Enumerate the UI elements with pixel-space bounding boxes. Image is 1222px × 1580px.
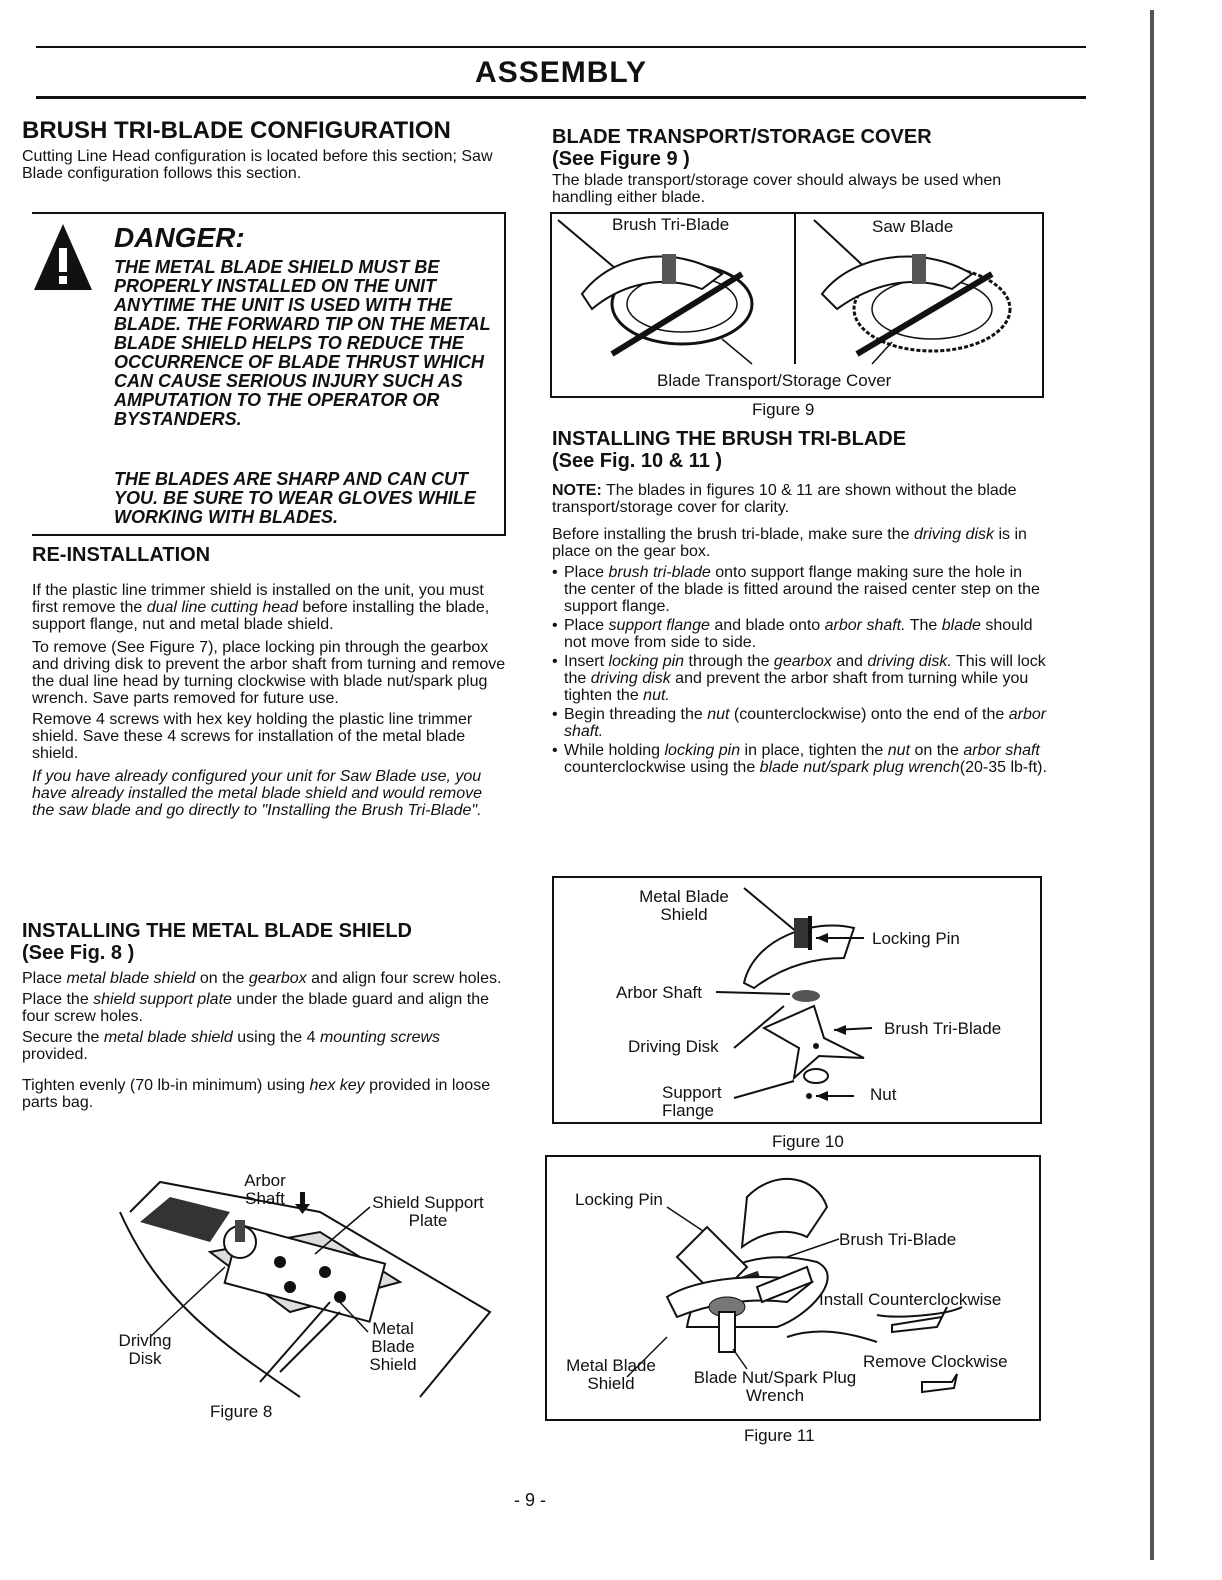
shield-step-2: Place the shield support plate under the blade guard and align the four screw holes.	[22, 991, 490, 1025]
reinstall-section	[32, 544, 507, 819]
fig10-arbor-shaft-label: Arbor Shaft	[616, 983, 702, 1002]
fig11-remove-cw-label: Remove Clockwise	[863, 1352, 1008, 1371]
header-rule-top	[36, 46, 1086, 48]
figure-9-drawing	[552, 214, 1042, 396]
install-step-4: • Begin threading the nut (counterclockwise) onto the end of the arbor shaft.	[552, 706, 1047, 740]
fig9-cover-label: Blade Transport/Storage Cover	[657, 371, 892, 390]
shield-step-1: Place metal blade shield on the gearbox and align four screw holes.	[22, 970, 502, 987]
danger-warning-icon	[32, 222, 94, 292]
install-step-3: • Insert locking pin through the gearbox and driving disk. This will lock the driving disk and prevent the arbor shaft from turning while you tighten the nut.	[552, 653, 1047, 704]
danger-text-2: THE BLADES ARE SHARP AND CAN CUT YOU. BE SURE TO WEAR GLOVES WHILE WORKING WITH BLADES.	[114, 469, 476, 527]
install-before: Before installing the brush tri-blade, make sure the driving disk is in place on the gear box.	[552, 526, 1027, 560]
fig8-arbor-shaft-label: Arbor Shaft	[244, 1171, 286, 1208]
figure-10	[552, 876, 1042, 1124]
fig10-metal-blade-shield-label: Metal Blade Shield	[639, 887, 729, 924]
fig9-brush-label: Brush Tri-Blade	[612, 215, 730, 234]
figure-9-caption: Figure 9	[752, 400, 815, 419]
fig9-saw-label: Saw Blade	[872, 217, 954, 236]
brush-config-heading: BRUSH TRI-BLADE CONFIGURATION	[22, 117, 451, 144]
reinstall-p4: If you have already configured your unit for Saw Blade use, you have already installed the metal blade shield and would remove the saw blade and go directly to "Installing the Brush Tri-Blade".	[32, 768, 483, 819]
fig11-install-ccw-label: Install Counterclockwise	[819, 1290, 1002, 1309]
fig8-metal-blade-shield-label: Metal Blade Shield	[369, 1319, 417, 1374]
fig11-metal-blade-shield-label: Metal Blade Shield	[566, 1356, 656, 1393]
fig11-wrench-label: Blade Nut/Spark Plug Wrench	[693, 1368, 857, 1405]
figure-8	[100, 1172, 500, 1397]
danger-box	[32, 212, 506, 536]
fig10-driving-disk-label: Driving Disk	[628, 1037, 719, 1056]
page-title: ASSEMBLY	[475, 56, 647, 89]
danger-text-1: THE METAL BLADE SHIELD MUST BE PROPERLY INSTALLED ON THE UNIT ANYTIME THE UNIT IS USED WITH THE BLADE. THE FORWARD TIP ON THE METAL BLADE SHIELD HELPS TO REDUCE THE OCCURRENCE OF BLADE THRUST WHICH CAN CAUSE SERIOUS INJURY SUCH AS AMPUTATION TO THE OPERATOR OR BYSTANDERS.	[114, 257, 491, 429]
figure-8-caption: Figure 8	[210, 1402, 273, 1421]
scan-edge-line	[1150, 10, 1154, 1560]
install-section	[552, 428, 1047, 776]
left-column	[22, 118, 512, 182]
cover-ref: (See Figure 9 )	[552, 148, 690, 170]
shield-step-3: Secure the metal blade shield using the 4 mounting screws provided.	[22, 1029, 441, 1063]
install-note: NOTE: The blades in figures 10 & 11 are shown without the blade transport/storage cover for clarity.	[552, 482, 1017, 516]
install-step-2: • Place support flange and blade onto arbor shaft. The blade should not move from side to side.	[552, 617, 1047, 651]
fig11-brush-tri-blade-label: Brush Tri-Blade	[839, 1230, 957, 1249]
figure-11	[545, 1155, 1041, 1421]
fig10-support-flange-label: Support Flange	[662, 1083, 722, 1120]
brush-config-intro: Cutting Line Head configuration is located before this section; Saw Blade configuration follows this section.	[22, 148, 493, 182]
fig10-nut-label: Nut	[870, 1085, 897, 1104]
cover-heading: BLADE TRANSPORT/STORAGE COVER	[552, 126, 932, 148]
fig8-shield-support-plate-label: Shield Support Plate	[372, 1193, 484, 1230]
figure-10-caption: Figure 10	[772, 1132, 844, 1151]
install-step-1: • Place brush tri-blade onto support flange making sure the hole in the center of the blade is fitted around the raised center step on the support flange.	[552, 564, 1047, 615]
shield-step-4: Tighten evenly (70 lb-in minimum) using hex key provided in loose parts bag.	[22, 1077, 491, 1111]
fig10-locking-pin-label: Locking Pin	[872, 929, 960, 948]
reinstall-p1: If the plastic line trimmer shield is installed on the unit, you must first remove the dual line cutting head before installing the blade, support flange, nut and metal blade shield.	[32, 582, 490, 633]
figure-11-caption: Figure 11	[744, 1426, 815, 1445]
fig8-driving-disk-label: Driving Disk	[118, 1331, 172, 1368]
shield-ref: (See Fig. 8 )	[22, 942, 135, 964]
figure-9	[550, 212, 1044, 398]
reinstall-heading: RE-INSTALLATION	[32, 544, 211, 566]
install-step-5: • While holding locking pin in place, tighten the nut on the arbor shaft counterclockwise using the blade nut/spark plug wrench(20-35 lb-ft).	[552, 742, 1047, 776]
shield-heading: INSTALLING THE METAL BLADE SHIELD	[22, 920, 412, 942]
cover-section	[552, 126, 1047, 206]
header-rule-bottom	[36, 96, 1086, 99]
danger-heading: DANGER:	[114, 222, 245, 253]
shield-section	[22, 920, 507, 1111]
fig10-brush-tri-blade-label: Brush Tri-Blade	[884, 1019, 1002, 1038]
install-heading: INSTALLING THE BRUSH TRI-BLADE	[552, 428, 907, 450]
page-number: - 9 -	[513, 1490, 546, 1510]
install-ref: (See Fig. 10 & 11 )	[552, 450, 723, 472]
fig11-locking-pin-label: Locking Pin	[575, 1190, 663, 1209]
cover-text: The blade transport/storage cover should always be used when handling either blade.	[552, 172, 1002, 206]
reinstall-p3: Remove 4 screws with hex key holding the plastic line trimmer shield. Save these 4 screws for installation of the metal blade shield.	[32, 711, 473, 762]
reinstall-p2: To remove (See Figure 7), place locking pin through the gearbox and driving disk to prevent the arbor shaft from turning and remove the dual line head by turning clockwise with blade nut/spark plug wrench. Save parts removed for future use.	[32, 639, 506, 707]
